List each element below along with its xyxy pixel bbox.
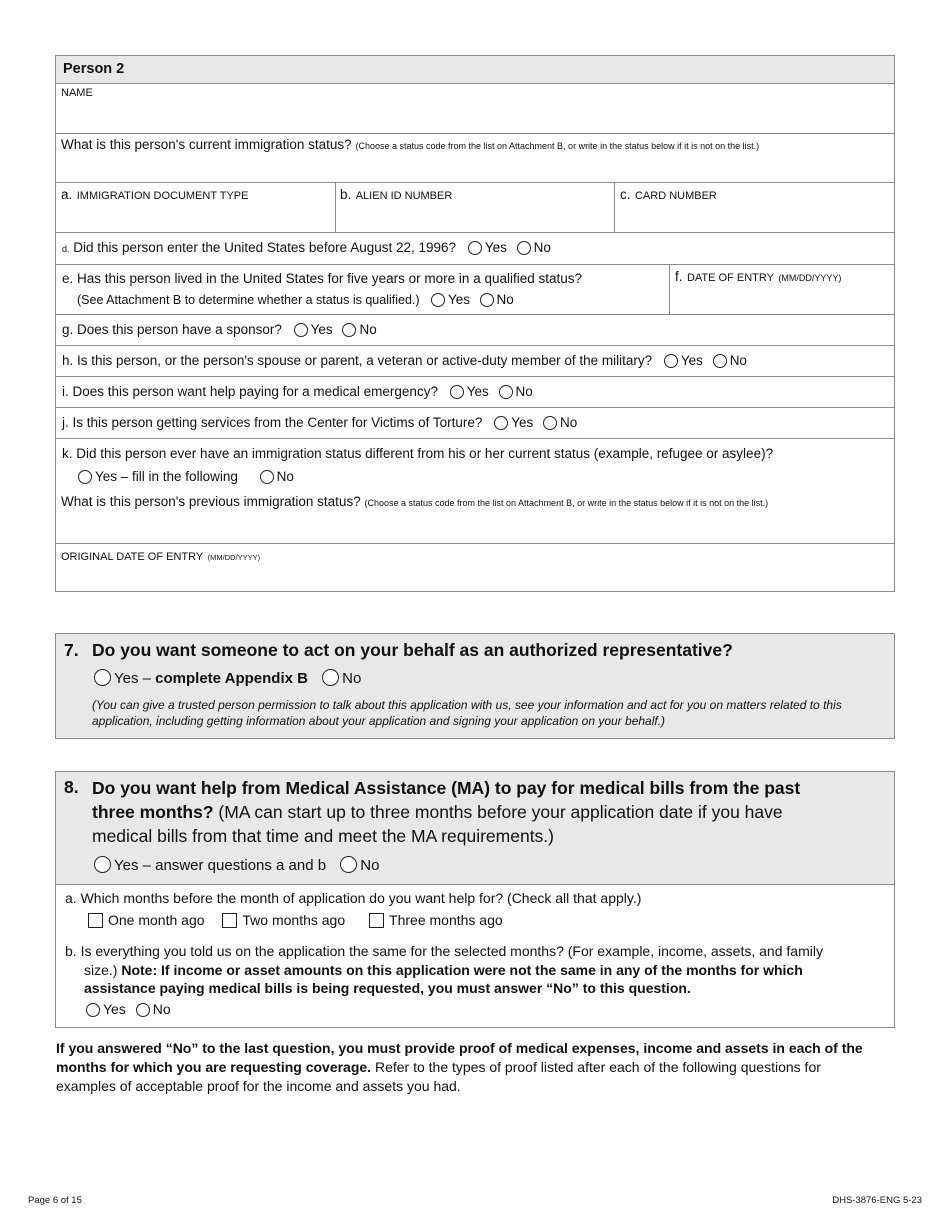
q8b-yes-label: Yes: [103, 1001, 126, 1017]
question-h: h. Is this person, or the person's spouse or parent, a veteran or active-duty member of the military?: [62, 353, 653, 368]
k-yes-radio[interactable]: [78, 470, 92, 484]
question-7-number: 7.: [64, 640, 79, 660]
b-letter: b.: [340, 187, 352, 202]
d-no-radio[interactable]: [517, 241, 531, 255]
date-of-entry-field[interactable]: [670, 265, 894, 314]
person-2-header: [56, 56, 894, 83]
a-letter: a.: [61, 187, 73, 202]
k-no-radio[interactable]: [260, 470, 274, 484]
original-date-format: (MM/DD/YYYY): [207, 553, 261, 562]
j-yes-label: Yes: [511, 415, 534, 430]
q7-yes-radio[interactable]: [94, 669, 111, 686]
document-type-label: IMMIGRATION DOCUMENT TYPE: [76, 190, 249, 202]
i-yes-label: Yes: [466, 384, 489, 399]
q8b-yes-radio[interactable]: [86, 1003, 100, 1017]
d-yes-label: Yes: [484, 240, 507, 255]
q8b-no-label: No: [152, 1001, 171, 1017]
c-letter: c.: [620, 187, 631, 202]
original-date-label: ORIGINAL DATE OF ENTRY: [61, 551, 204, 563]
question-i-row: [56, 376, 894, 407]
question-7-note: (You can give a trusted person permission to talk about this application with us, see your information and act for you on matters related to this application, including getting information about your application and signing your application on your behalf.): [92, 698, 842, 728]
two-months-label: Two months ago: [242, 912, 346, 928]
q7-yes-prefix: Yes –: [114, 670, 156, 687]
q7-no-label: No: [342, 670, 362, 687]
h-no-label: No: [729, 353, 747, 368]
k-yes-label: Yes – fill in the following: [95, 469, 238, 484]
question-d: Did this person enter the United States before August 22, 1996?: [73, 240, 457, 255]
question-8-number: 8.: [64, 777, 79, 797]
question-e: e. Has this person lived in the United States for five years or more in a qualified status?: [62, 271, 583, 286]
question-7-text: Do you want someone to act on your behalf as an authorized representative?: [92, 640, 733, 660]
question-k-row: [56, 438, 894, 493]
g-yes-radio[interactable]: [294, 323, 308, 337]
g-yes-label: Yes: [310, 322, 333, 337]
alien-id-label: ALIEN ID NUMBER: [355, 190, 453, 202]
d-yes-radio[interactable]: [468, 241, 482, 255]
j-no-label: No: [560, 415, 578, 430]
previous-status-note: (Choose a status code from the list on Attachment B, or write in the status below if it is not on the list.): [364, 498, 769, 508]
j-yes-radio[interactable]: [494, 416, 508, 430]
question-j-row: [56, 407, 894, 438]
i-no-radio[interactable]: [499, 385, 513, 399]
current-status-note: (Choose a status code from the list on Attachment B, or write in the status below if it is not on the list.): [355, 141, 760, 151]
page-number: Page 6 of 15: [28, 1195, 82, 1206]
h-yes-radio[interactable]: [664, 354, 678, 368]
f-letter: f.: [675, 269, 683, 284]
question-j: j. Is this person getting services from the Center for Victims of Torture?: [62, 415, 483, 430]
proof-instructions-line-3: examples of acceptable proof for the income and assets you had.: [56, 1078, 461, 1094]
d-no-label: No: [533, 240, 551, 255]
three-months-checkbox[interactable]: [369, 913, 384, 928]
proof-instructions-line-2: months for which you are requesting coverage.: [56, 1059, 372, 1075]
h-yes-label: Yes: [680, 353, 703, 368]
question-8-text-4: medical bills from that time and meet the MA requirements.): [92, 826, 554, 846]
e-no-label: No: [496, 292, 514, 307]
i-no-label: No: [515, 384, 533, 399]
question-8b-note-1: Note: If income or asset amounts on this application were not the same in any of the months for which: [121, 961, 803, 978]
q8-yes-radio[interactable]: [94, 856, 111, 873]
one-month-checkbox[interactable]: [88, 913, 103, 928]
three-months-label: Three months ago: [389, 912, 503, 928]
alien-id-field[interactable]: [336, 183, 615, 232]
name-row[interactable]: [56, 83, 894, 133]
q7-no-radio[interactable]: [322, 669, 339, 686]
q8-no-label: No: [360, 857, 380, 874]
g-no-radio[interactable]: [342, 323, 356, 337]
d-letter: d.: [62, 244, 70, 254]
i-yes-radio[interactable]: [450, 385, 464, 399]
question-g-row: [56, 314, 894, 345]
proof-instructions: [56, 1039, 936, 1096]
question-8b-line-2: size.): [84, 961, 122, 978]
question-h-row: [56, 345, 894, 376]
question-e-row: [56, 264, 894, 314]
form-code: DHS-3876-ENG 5-23: [832, 1195, 922, 1206]
original-date-of-entry-field[interactable]: [56, 543, 894, 592]
date-of-entry-format: (MM/DD/YYYY): [778, 273, 842, 283]
two-months-checkbox[interactable]: [222, 913, 237, 928]
previous-status-question: What is this person's previous immigration status?: [61, 494, 361, 509]
e-yes-label: Yes: [448, 292, 471, 307]
question-e-cell: [56, 265, 670, 314]
h-no-radio[interactable]: [713, 354, 727, 368]
e-yes-radio[interactable]: [431, 293, 445, 307]
previous-status-row[interactable]: [56, 493, 894, 543]
j-no-radio[interactable]: [543, 416, 557, 430]
question-8-text-1: Do you want help from Medical Assistance (MA) to pay for medical bills from the past: [92, 778, 801, 798]
question-7-section: [55, 633, 895, 739]
card-number-label: CARD NUMBER: [634, 190, 717, 202]
document-row: [56, 182, 894, 232]
proof-instructions-line-2b: Refer to the types of proof listed after each of the following questions for: [371, 1059, 821, 1075]
question-8-section: [55, 771, 895, 1028]
name-label: NAME: [61, 87, 93, 99]
question-8b-line-1: b. Is everything you told us on the application the same for the selected months? (For example, income, assets, and family: [65, 943, 823, 959]
q8-yes-label: Yes – answer questions a and b: [114, 857, 327, 874]
person-2-title: Person 2: [63, 61, 125, 77]
question-8a: a. Which months before the month of application do you want help for? (Check all that apply.): [65, 890, 642, 906]
question-k: k. Did this person ever have an immigration status different from his or her current status (example, refugee or asylee)?: [62, 446, 774, 461]
question-e-note: (See Attachment B to determine whether a status is qualified.): [77, 293, 420, 307]
question-g: g. Does this person have a sponsor?: [62, 322, 282, 337]
question-8-text-3: (MA can start up to three months before your application date if you have: [213, 802, 783, 822]
question-8b-note-2: assistance paying medical bills is being requested, you must answer “No” to this question.: [84, 980, 691, 996]
question-i: i. Does this person want help paying for a medical emergency?: [62, 384, 438, 399]
person-2-section: [55, 55, 895, 592]
q8-no-radio[interactable]: [340, 856, 357, 873]
document-type-field[interactable]: [56, 183, 336, 232]
current-status-question: What is this person's current immigration status?: [61, 137, 352, 152]
proof-instructions-line-1: If you answered “No” to the last question, you must provide proof of medical expenses, income and assets in each of the: [56, 1040, 863, 1056]
current-status-row[interactable]: [56, 133, 894, 182]
q8b-no-radio[interactable]: [136, 1003, 150, 1017]
question-d-row: [56, 232, 894, 264]
card-number-field[interactable]: [615, 183, 894, 232]
g-no-label: No: [359, 322, 377, 337]
date-of-entry-label: DATE OF ENTRY: [686, 272, 774, 284]
e-no-radio[interactable]: [480, 293, 494, 307]
question-8-text-2: three months?: [92, 802, 214, 822]
q7-yes-appendix: complete Appendix B: [155, 670, 308, 687]
one-month-label: One month ago: [108, 912, 205, 928]
question-8-header: [56, 772, 894, 885]
k-no-label: No: [276, 469, 294, 484]
